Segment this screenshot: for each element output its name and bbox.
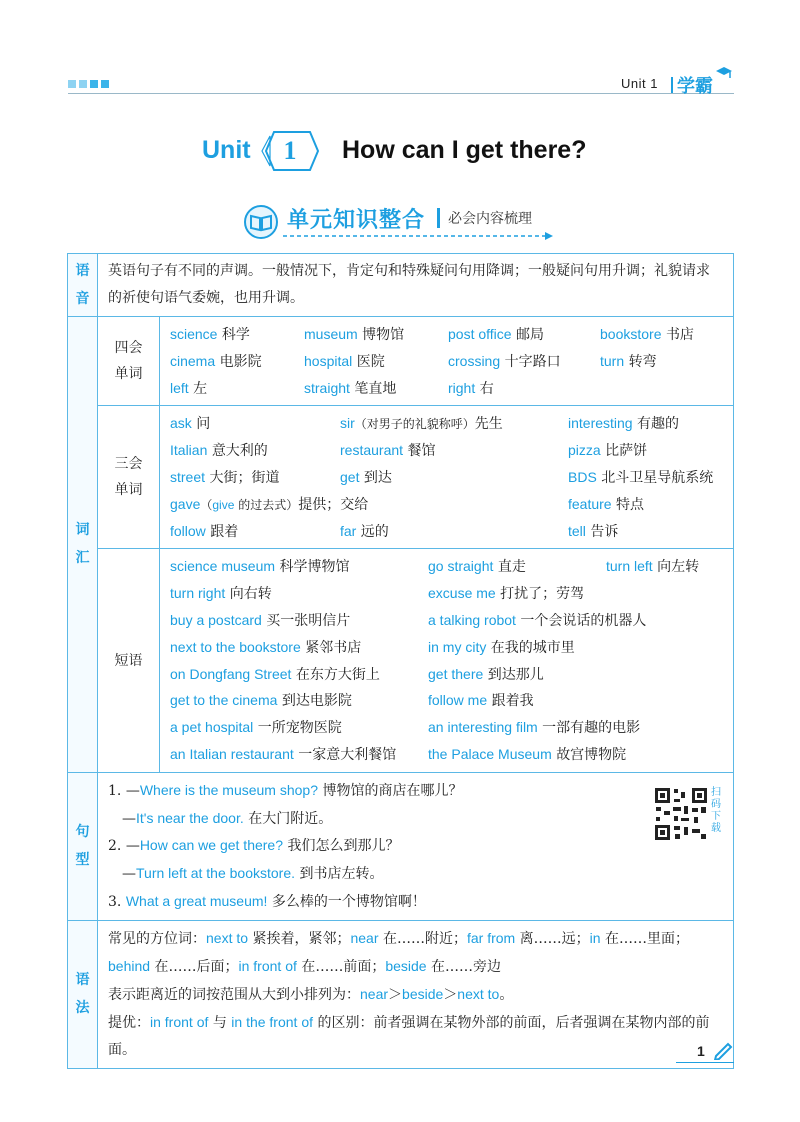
word-item: interesting 有趣的 [568, 415, 680, 433]
qr-code-block[interactable] [654, 787, 723, 841]
phrase-item: excuse me 打扰了；劳驾 [428, 585, 585, 603]
word-item: Italian 意大利的 [170, 442, 268, 460]
word-item: follow 跟着 [170, 522, 239, 540]
vocab-three-row [68, 406, 734, 549]
phrase-item: buy a postcard 买一张明信片 [170, 611, 351, 629]
word-item: pizza 比萨饼 [568, 442, 648, 460]
graduation-cap-icon [716, 66, 732, 80]
three-words-list [170, 410, 725, 544]
knowledge-table [67, 253, 734, 1069]
word-item: right 右 [448, 379, 494, 397]
unit-number: 1 [283, 136, 297, 165]
sentence-item: —It's near the door. 在大门附近。 [122, 809, 333, 827]
unit-word: Unit [202, 136, 251, 164]
sentence-item: —Turn left at the bookstore. 到书店左转。 [122, 865, 384, 883]
word-item: gave（give 的过去式）提供；交给 [170, 495, 369, 513]
section-title: 单元知识整合 [287, 208, 426, 233]
sentence-item: 3. What a great museum! 多么棒的一个博物馆啊！ [108, 892, 426, 910]
sentence-list [108, 777, 725, 916]
sentences-label: 句 型 [68, 772, 98, 920]
word-item: get 到达 [340, 468, 392, 486]
vocab-label: 词 汇 [68, 317, 98, 773]
phrase-item: the Palace Museum 故宫博物院 [428, 745, 627, 763]
word-item: feature 特点 [568, 495, 645, 513]
sentences-row [68, 772, 734, 920]
qr-code-icon[interactable] [654, 787, 708, 841]
phrase-item: a pet hospital 一所宠物医院 [170, 719, 342, 737]
word-item: ask 问 [170, 415, 211, 433]
phrase-item: science museum 科学博物馆 [170, 558, 350, 576]
book-icon [243, 204, 279, 240]
phrase-label: 短语 [98, 549, 160, 772]
four-words-list [170, 321, 725, 401]
word-item: crossing 十字路口 [448, 352, 561, 370]
sentence-item: 1. —Where is the museum shop? 博物馆的商店在哪儿？ [108, 781, 463, 799]
vocab-phrase-row [68, 549, 734, 772]
word-item: far 远的 [340, 522, 389, 540]
sentence-item: 2. —How can we get there? 我们怎么到那儿？ [108, 837, 400, 855]
phrase-item: in my city 在我的城市里 [428, 638, 575, 656]
header-unit-label: Unit 1 [621, 76, 658, 91]
word-item: straight 笔直地 [304, 379, 397, 397]
phrase-item: next to the bookstore 紧邻书店 [170, 638, 362, 656]
word-item: turn 转弯 [600, 352, 657, 370]
grammar-row [68, 920, 734, 1068]
word-item: science 科学 [170, 326, 250, 343]
word-item: post office 邮局 [448, 326, 545, 343]
grammar-label: 语 法 [68, 920, 98, 1068]
word-item: restaurant 餐馆 [340, 442, 436, 460]
word-item: sir（对男子的礼貌称呼）先生 [340, 415, 503, 433]
phrase-item: go straight 直走 [428, 558, 526, 576]
word-item: hospital 医院 [304, 352, 385, 370]
word-item: left 左 [170, 379, 208, 397]
pencil-icon [712, 1040, 734, 1060]
grammar-line-3: 提优：in front of 与 in the front of 的区别：前者强调在某物外部的前面，后者强调在某物内部的前面。 [108, 1013, 710, 1058]
phonetics-label: 语 音 [68, 254, 98, 317]
word-item: BDS 北斗卫星导航系统 [568, 468, 714, 486]
phonetics-text: 英语句子有不同的声调。一般情况下，肯定句和特殊疑问句用降调；一般疑问句用升调；礼貌请求的祈使句语气委婉，也用升调。 [108, 263, 710, 306]
word-item: street 大街；街道 [170, 468, 280, 486]
word-item: cinema 电影院 [170, 352, 262, 370]
phrase-item: on Dongfang Street 在东方大街上 [170, 665, 380, 683]
section-divider [437, 208, 440, 228]
word-item: museum 博物馆 [304, 326, 405, 343]
section-underline [283, 232, 553, 240]
four-label: 四会 单词 [98, 317, 160, 406]
page-number: 1 [697, 1043, 705, 1059]
phrase-item: get to the cinema 到达电影院 [170, 692, 352, 710]
phrase-item: an Italian restaurant 一家意大利餐馆 [170, 745, 397, 763]
phonetics-row [68, 254, 734, 317]
unit-title: How can I get there? [342, 136, 587, 164]
phrase-item: an interesting film 一部有趣的电影 [428, 719, 641, 737]
phrase-item: turn right 向右转 [170, 585, 272, 603]
qr-download-label: 扫码下载 [711, 786, 721, 834]
brand-logo: 学霸 [677, 76, 713, 97]
word-item: bookstore 书店 [600, 326, 694, 343]
phrase-item: turn left 向左转 [606, 558, 700, 576]
grammar-line-2: 表示距离近的词按范围从大到小排列为：near＞beside＞next to。 [108, 985, 514, 1003]
grammar-line-1: 常见的方位词：next to 紧挨着，紧邻；near 在……附近；far from 离……远；in 在……里面；behind 在……后面；in front of 在……前面；beside 在……旁边 [108, 929, 690, 975]
word-item: tell 告诉 [568, 522, 619, 540]
header-rule [68, 93, 734, 94]
phrase-item: a talking robot 一个会说话的机器人 [428, 611, 647, 629]
footer-rule [676, 1062, 734, 1063]
phrase-item: get there 到达那儿 [428, 665, 544, 683]
header-decoration [68, 80, 109, 88]
phrase-list [170, 553, 725, 767]
three-label: 三会 单词 [98, 406, 160, 549]
vocab-four-row [68, 317, 734, 406]
phrase-item: follow me 跟着我 [428, 692, 534, 710]
section-subtitle: 必会内容梳理 [448, 211, 532, 227]
header-divider [671, 77, 673, 93]
